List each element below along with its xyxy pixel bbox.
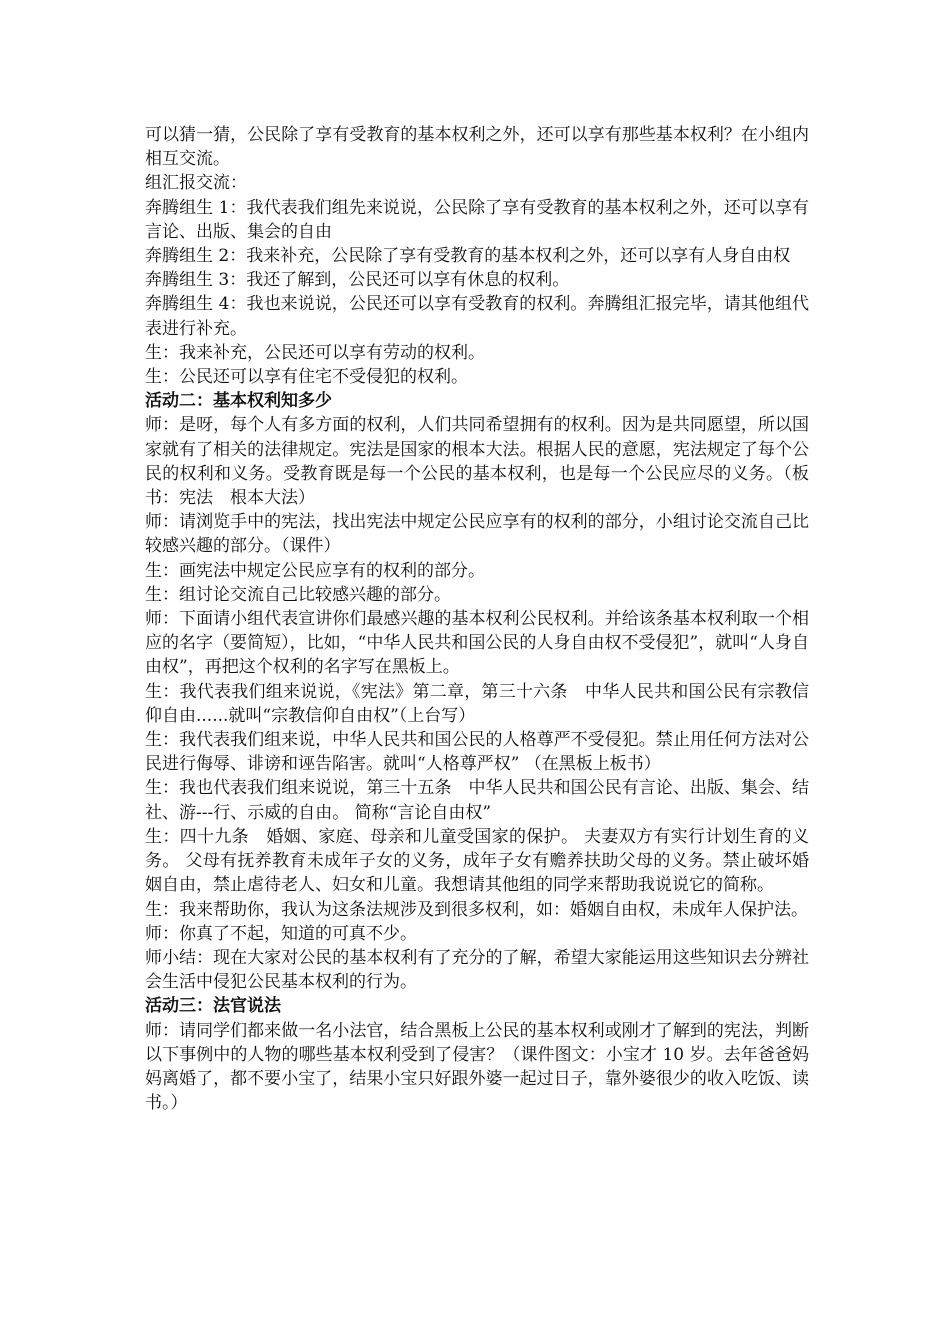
paragraph-teacher-summary: 师小结：现在大家对公民的基本权利有了充分的了解，希望大家能运用这些知识去分辨社会生活中侵犯公民基本权利的行为。 — [145, 947, 809, 993]
paragraph-student-dignity: 生：我代表我们组来说，中华人民共和国公民的人格尊严不受侵犯。禁止用任何方法对公民进行侮辱、诽谤和诬告陷害。就叫“人格尊严权” （在黑板上板书） — [145, 730, 809, 775]
paragraph-student-mark: 生：画宪法中规定公民应享有的权利的部分。 — [145, 560, 485, 581]
heading-activity-two: 活动二：基本权利知多少 — [145, 391, 332, 412]
paragraph-teacher-constitution: 师：是呀，每个人有多方面的权利，人们共同希望拥有的权利。因为是共同愿望，所以国家就有了相关的法律规定。宪法是国家的根本大法。根据人民的意愿，宪法规定了每个公民的权利和义务。受教育既是每一个公民的基本权利，也是每一个公民应尽的义务。（板书：宪法 根本大法） — [145, 415, 809, 509]
paragraph-teacher-judge-case: 师：请同学们都来做一名小法官，结合黑板上公民的基本权利或刚才了解到的宪法，判断以下事例中的人物的哪些基本权利受到了侵害？（课件图文：小宝才 10 岁。去年爸爸妈妈离婚了，都不要小宝了，结果小宝只好跟外婆一起过日子，靠外婆很少的收入吃饭、读书。） — [145, 1020, 809, 1114]
paragraph-student-residence: 生：公民还可以享有住宅不受侵犯的权利。 — [145, 367, 468, 388]
paragraph-student-2: 奔腾组生 2：我来补充，公民除了享有受教育的基本权利之外，还可以享有人身自由权 — [145, 246, 791, 267]
paragraph-teacher-browse: 师：请浏览手中的宪法，找出宪法中规定公民应享有的权利的部分，小组讨论交流自己比较感兴趣的部分。（课件） — [145, 512, 809, 557]
paragraph-teacher-present: 师：下面请小组代表宣讲你们最感兴趣的基本权利公民权利。并给该条基本权利取一个相应的名字（要简短），比如，“中华人民共和国公民的人身自由权不受侵犯”，就叫“人身自由权”，再把这个权利的名字写在黑板上。 — [145, 609, 809, 678]
paragraph-student-labor: 生：我来补充，公民还可以享有劳动的权利。 — [145, 342, 485, 363]
document-page — [145, 123, 809, 1115]
paragraph-student-discuss: 生：组讨论交流自己比较感兴趣的部分。 — [145, 584, 451, 605]
paragraph-student-marriage: 生：四十九条 婚姻、家庭、母亲和儿童受国家的保护。 夫妻双方有实行计划生育的义务。 父母有抚养教育未成年子女的义务，成年子女有赡养扶助父母的义务。禁止破坏婚姻自由，禁止虐待老人、妇女和儿童。我想请其他组的同学来帮助我说说它的简称。 — [145, 826, 809, 896]
paragraph-teacher-praise: 师：你真了不起，知道的可真不少。 — [145, 923, 417, 944]
paragraph-student-religion: 生：我代表我们组来说说，《宪法》第二章，第三十六条 中华人民共和国公民有宗教信仰自由......就叫“宗教信仰自由权”（上台写） — [145, 681, 809, 726]
paragraph-student-4: 奔腾组生 4：我也来说说，公民还可以享有受教育的权利。奔腾组汇报完毕，请其他组代表进行补充。 — [145, 294, 809, 339]
paragraph-intro-question: 可以猜一猜，公民除了享有受教育的基本权利之外，还可以享有那些基本权利？在小组内相互交流。 — [145, 125, 809, 170]
heading-activity-three: 活动三：法官说法 — [145, 996, 281, 1017]
paragraph-student-speech: 生：我也代表我们组来说说，第三十五条 中华人民共和国公民有言论、出版、集会、结社、游---行、示威的自由。 简称“言论自由权” — [145, 778, 809, 823]
paragraph-student-help: 生：我来帮助你，我认为这条法规涉及到很多权利，如：婚姻自由权，未成年人保护法。 — [145, 899, 808, 920]
paragraph-student-3: 奔腾组生 3：我还了解到，公民还可以享有休息的权利。 — [145, 270, 570, 291]
paragraph-student-1: 奔腾组生 1：我代表我们组先来说说，公民除了享有受教育的基本权利之外，还可以享有言论、出版、集会的自由 — [145, 197, 809, 242]
paragraph-group-report: 组汇报交流： — [145, 173, 247, 194]
